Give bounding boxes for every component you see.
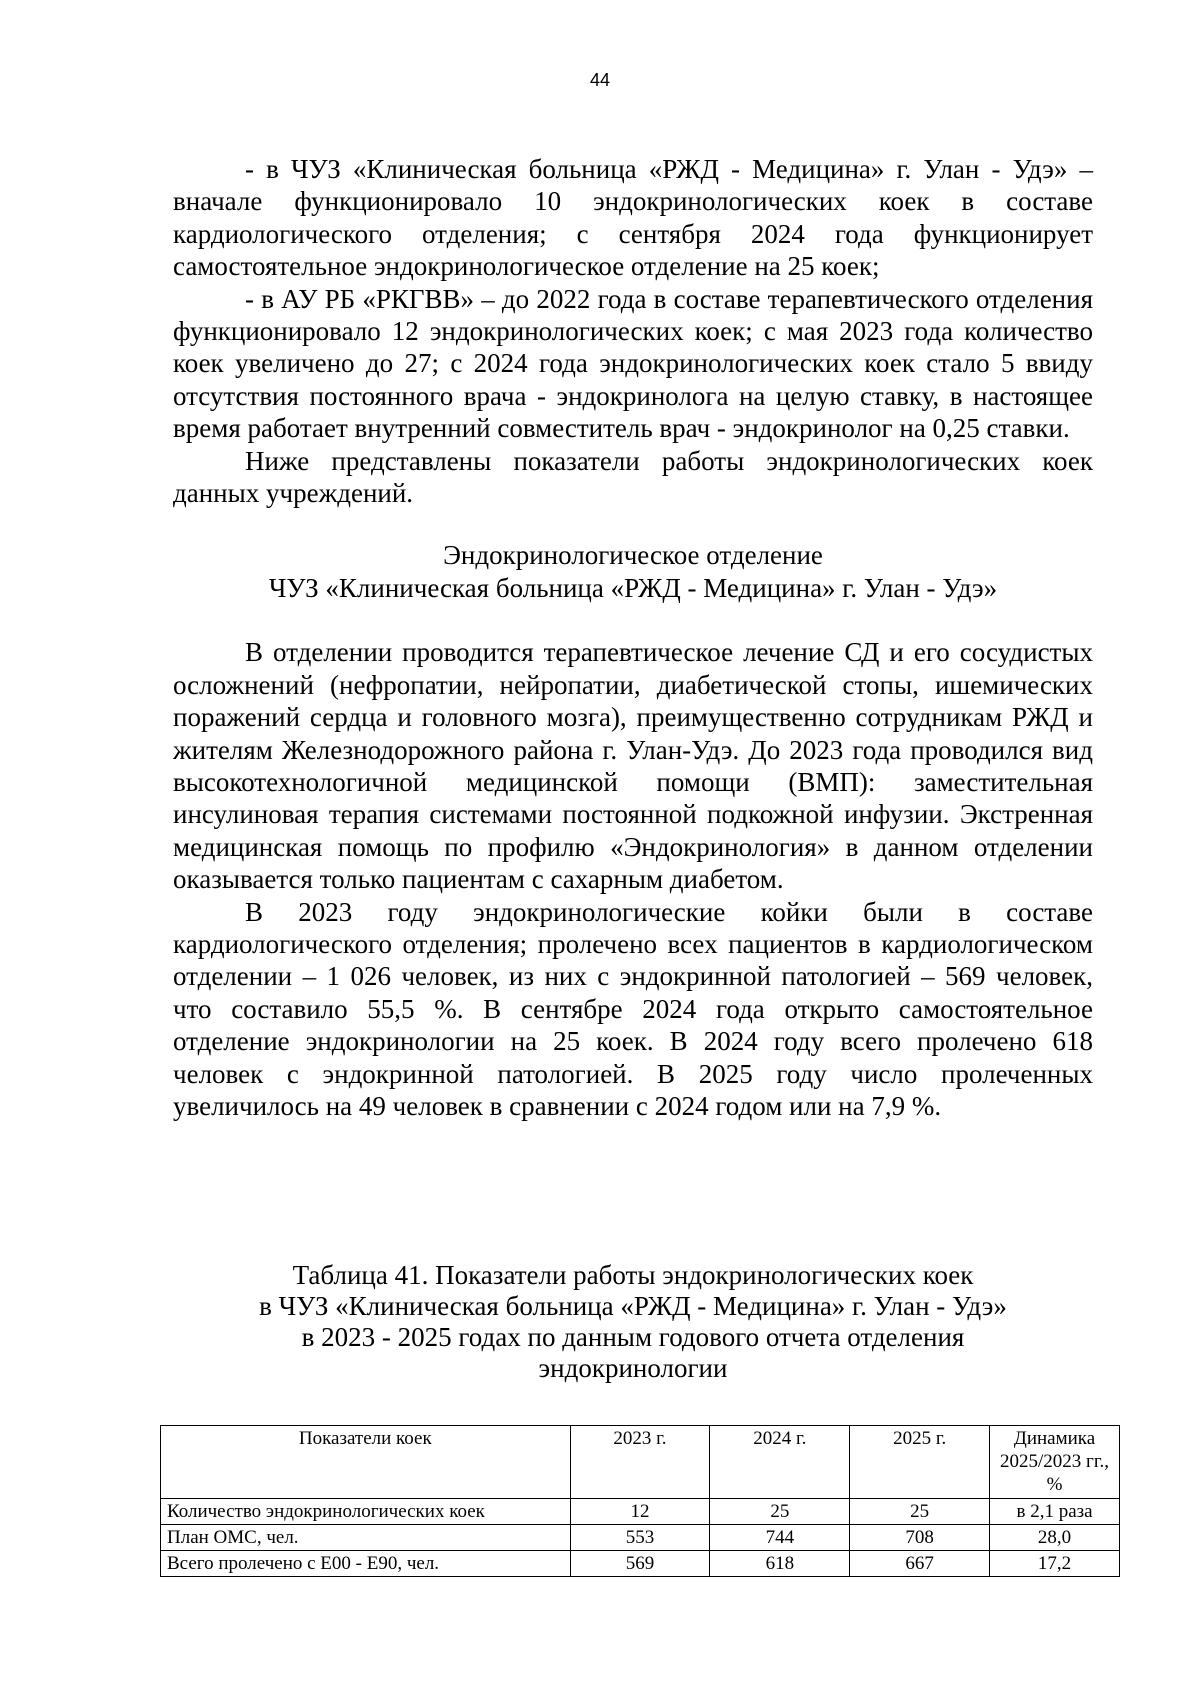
bed-indicators-table <box>160 1425 1120 1577</box>
table-cell: Количество эндокринологических коек <box>161 1499 571 1525</box>
table-row <box>161 1525 1120 1551</box>
table-cell: 618 <box>710 1551 850 1577</box>
paragraph-rzd-hospital-beds: - в ЧУЗ «Клиническая больница «РЖД - Медицина» г. Улан - Удэ» – вначале функционировало 10 эндокринологических коек в составе кардиологического отделения; с сентября 2024 года функционирует самостоятельное эндокринологическое отделение на 25 коек; <box>173 154 1093 282</box>
table-cell: 569 <box>570 1551 710 1577</box>
page-number: 44 <box>589 70 611 90</box>
paragraph-rkgvv-beds: - в АУ РБ «РКГВВ» – до 2022 года в составе терапевтического отделения функционировало 12 эндокринологических коек; с мая 2023 года количество коек увеличено до 27; с 2024 года эндокринологических коек стало 5 ввиду отсутствия постоянного врача - эндокринолога на целую ставку, в настоящее время работает внутренний совместитель врач - эндокринолог на 0,25 ставки. <box>173 283 1093 444</box>
body-text <box>173 153 1093 1122</box>
table-caption-line4: эндокринологии <box>538 1353 728 1383</box>
table-row <box>161 1499 1120 1525</box>
table-row <box>161 1551 1120 1577</box>
table-cell: 744 <box>710 1525 850 1551</box>
paragraph-intro-indicators: Ниже представлены показатели работы эндокринологических коек данных учреждений. <box>173 445 1093 509</box>
table-cell: 17,2 <box>990 1551 1120 1577</box>
table-cell: 28,0 <box>990 1525 1120 1551</box>
table-cell: 667 <box>850 1551 990 1577</box>
table-header-cell: 2024 г. <box>710 1426 850 1499</box>
table-cell: в 2,1 раза <box>990 1499 1120 1525</box>
table-cell: 25 <box>850 1499 990 1525</box>
table-cell: Всего пролечено с Е00 - Е90, чел. <box>161 1551 571 1577</box>
table-cell: План ОМС, чел. <box>161 1525 571 1551</box>
paragraph-treated-patients: В 2023 году эндокринологические койки были в составе кардиологического отделения; пролечено всех пациентов в кардиологическом отделении – 1 026 человек, из них с эндокринной патологией – 569 человек, что составило 55,5 %. В сентябре 2024 года открыто самостоятельное отделение эндокринологии на 25 коек. В 2024 году всего пролечено 618 человек с эндокринной патологией. В 2025 году число пролеченных увеличилось на 49 человек в сравнении с 2024 годом или на 7,9 %. <box>173 896 1093 1121</box>
table-header-cell: 2023 г. <box>570 1426 710 1499</box>
table-cell: 553 <box>570 1525 710 1551</box>
table-header-cell: 2025 г. <box>850 1426 990 1499</box>
table-header-row <box>161 1426 1120 1499</box>
table-caption-line1: Таблица 41. Показатели работы эндокринологических коек <box>292 1260 974 1290</box>
table-caption <box>173 1260 1093 1384</box>
table-header-cell: Динамика 2025/2023 гг., % <box>990 1426 1120 1499</box>
table-caption-line3: в 2023 - 2025 годах по данным годового отчета отделения <box>301 1322 965 1352</box>
table-caption-line2: в ЧУЗ «Клиническая больница «РЖД - Медицина» г. Улан - Удэ» <box>259 1291 1007 1321</box>
paragraph-department-description: В отделении проводится терапевтическое лечение СД и его сосудистых осложнений (нефропатии, нейропатии, диабетической стопы, ишемических поражений сердца и головного мозга), преимущественно сотрудникам РЖД и жителям Железнодорожного района г. Улан-Удэ. До 2023 года проводился вид высокотехнологичной медицинской помощи (ВМП): заместительная инсулиновая терапия системами постоянной подкожной инфузии. Экстренная медицинская помощь по профилю «Эндокринология» в данном отделении оказывается только пациентам с сахарным диабетом. <box>173 637 1093 895</box>
table-cell: 12 <box>570 1499 710 1525</box>
section-heading-line1: Эндокринологическое отделение <box>443 540 823 571</box>
table-header-cell: Показатели коек <box>161 1426 571 1499</box>
table-cell: 25 <box>710 1499 850 1525</box>
table-cell: 708 <box>850 1525 990 1551</box>
section-heading <box>173 539 1093 604</box>
section-heading-line2: ЧУЗ «Клиническая больница «РЖД - Медицина» г. Улан - Удэ» <box>268 572 998 603</box>
